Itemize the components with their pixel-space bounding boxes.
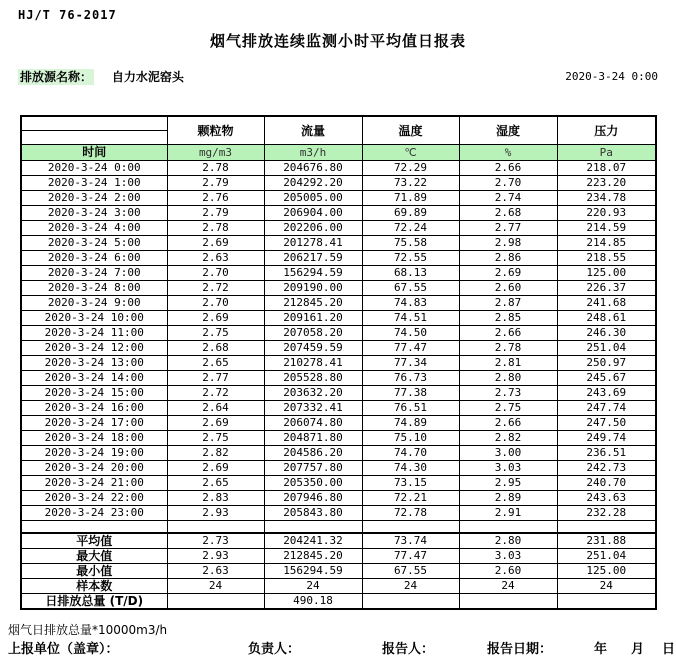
summary-value-cell: 156294.59	[264, 563, 362, 578]
value-cell: 206217.59	[264, 251, 362, 266]
value-cell: 234.78	[557, 191, 656, 206]
time-header-upper	[22, 117, 167, 131]
source-name-label: 排放源名称：	[20, 70, 93, 84]
table-row	[21, 176, 656, 191]
value-cell: 204292.20	[264, 176, 362, 191]
value-cell: 243.69	[557, 386, 656, 401]
summary-value-cell: 2.60	[459, 563, 557, 578]
source-name-value: 自力水泥窑头	[111, 70, 184, 84]
value-cell: 203632.20	[264, 386, 362, 401]
value-cell: 77.47	[362, 341, 459, 356]
value-cell: 71.89	[362, 191, 459, 206]
blank-separator-row	[21, 521, 656, 533]
value-cell: 2.69	[167, 311, 264, 326]
summary-label-cell: 平均值	[21, 533, 167, 549]
responsible-person-label: 负责人：	[248, 642, 301, 657]
summary-value-cell: 3.03	[459, 548, 557, 563]
value-cell: 74.30	[362, 461, 459, 476]
value-cell: 207757.80	[264, 461, 362, 476]
value-cell: 2.91	[459, 506, 557, 521]
unit-header-row	[21, 145, 656, 161]
summary-value-cell: 251.04	[557, 548, 656, 563]
data-rows	[21, 161, 656, 521]
value-cell: 2.72	[167, 281, 264, 296]
unit-humidity: %	[459, 145, 557, 161]
value-cell: 72.78	[362, 506, 459, 521]
value-cell: 240.70	[557, 476, 656, 491]
col-header-temperature: 温度	[362, 116, 459, 145]
report-date-label: 报告日期：	[487, 642, 553, 657]
page-title: 烟气排放连续监测小时平均值日报表	[209, 32, 466, 50]
time-cell: 2020-3-24 14:00	[21, 371, 167, 386]
value-cell: 3.03	[459, 461, 557, 476]
value-cell: 2.87	[459, 296, 557, 311]
value-cell: 2.81	[459, 356, 557, 371]
summary-value-cell: 2.73	[167, 533, 264, 549]
value-cell: 212845.20	[264, 296, 362, 311]
table-row	[21, 461, 656, 476]
time-cell: 2020-3-24 2:00	[21, 191, 167, 206]
value-cell: 75.58	[362, 236, 459, 251]
table-row	[21, 476, 656, 491]
value-cell: 2.85	[459, 311, 557, 326]
value-cell: 209190.00	[264, 281, 362, 296]
time-cell: 2020-3-24 17:00	[21, 416, 167, 431]
value-cell: 218.07	[557, 161, 656, 176]
value-cell: 2.66	[459, 416, 557, 431]
value-cell: 76.73	[362, 371, 459, 386]
time-cell: 2020-3-24 12:00	[21, 341, 167, 356]
table-row	[21, 506, 656, 521]
value-cell: 250.97	[557, 356, 656, 371]
value-cell: 2.77	[167, 371, 264, 386]
value-cell: 249.74	[557, 431, 656, 446]
value-cell: 72.55	[362, 251, 459, 266]
summary-value-cell: 490.18	[264, 593, 362, 609]
value-cell: 2.65	[167, 356, 264, 371]
time-column-label: 时间	[21, 145, 167, 161]
table-row	[21, 386, 656, 401]
value-cell: 223.20	[557, 176, 656, 191]
emission-total-note: 烟气日排放总量*10000m3/h	[8, 623, 168, 637]
year-label: 年	[594, 642, 608, 657]
time-cell: 2020-3-24 0:00	[21, 161, 167, 176]
value-cell: 2.68	[167, 341, 264, 356]
table-row	[21, 401, 656, 416]
summary-value-cell: 77.47	[362, 548, 459, 563]
time-cell: 2020-3-24 1:00	[21, 176, 167, 191]
value-cell: 2.70	[167, 266, 264, 281]
value-cell: 2.76	[167, 191, 264, 206]
separator-section	[21, 521, 656, 533]
value-cell: 207946.80	[264, 491, 362, 506]
value-cell: 204871.80	[264, 431, 362, 446]
table-row	[21, 206, 656, 221]
table-row	[21, 236, 656, 251]
value-cell: 125.00	[557, 266, 656, 281]
value-cell: 74.83	[362, 296, 459, 311]
table-row	[21, 281, 656, 296]
time-cell: 2020-3-24 3:00	[21, 206, 167, 221]
summary-rows	[21, 533, 656, 609]
table-row	[21, 191, 656, 206]
value-cell: 3.00	[459, 446, 557, 461]
report-unit-label: 上报单位（盖章）：	[8, 642, 119, 657]
summary-row	[21, 548, 656, 563]
header-rows	[21, 116, 656, 161]
summary-label-cell: 最小值	[21, 563, 167, 578]
table-row	[21, 371, 656, 386]
summary-value-cell: 67.55	[362, 563, 459, 578]
report-table	[20, 115, 657, 610]
value-cell: 207058.20	[264, 326, 362, 341]
value-cell: 2.78	[459, 341, 557, 356]
report-datetime: 2020-3-24 0:00	[565, 70, 658, 83]
blank-cell	[167, 521, 264, 533]
table-row	[21, 326, 656, 341]
time-cell: 2020-3-24 11:00	[21, 326, 167, 341]
value-cell: 2.82	[167, 446, 264, 461]
value-cell: 69.89	[362, 206, 459, 221]
value-cell: 2.93	[167, 506, 264, 521]
col-header-pressure: 压力	[557, 116, 656, 145]
summary-value-cell: 24	[264, 578, 362, 593]
value-cell: 202206.00	[264, 221, 362, 236]
value-cell: 2.69	[167, 461, 264, 476]
time-header-lower	[22, 131, 167, 144]
value-cell: 74.70	[362, 446, 459, 461]
value-cell: 232.28	[557, 506, 656, 521]
value-cell: 75.10	[362, 431, 459, 446]
summary-row	[21, 533, 656, 549]
value-cell: 73.22	[362, 176, 459, 191]
value-cell: 2.80	[459, 371, 557, 386]
table-row	[21, 311, 656, 326]
summary-value-cell	[362, 593, 459, 609]
value-cell: 73.15	[362, 476, 459, 491]
value-cell: 220.93	[557, 206, 656, 221]
value-cell: 206904.00	[264, 206, 362, 221]
summary-row	[21, 563, 656, 578]
signature-line	[0, 638, 676, 656]
value-cell: 246.30	[557, 326, 656, 341]
summary-value-cell: 125.00	[557, 563, 656, 578]
unit-temperature: ℃	[362, 145, 459, 161]
value-cell: 2.69	[167, 416, 264, 431]
table-row	[21, 161, 656, 176]
table-row	[21, 296, 656, 311]
table-row	[21, 251, 656, 266]
summary-value-cell: 212845.20	[264, 548, 362, 563]
value-cell: 214.85	[557, 236, 656, 251]
value-cell: 2.83	[167, 491, 264, 506]
value-cell: 68.13	[362, 266, 459, 281]
value-cell: 214.59	[557, 221, 656, 236]
value-cell: 77.38	[362, 386, 459, 401]
summary-label-cell: 样本数	[21, 578, 167, 593]
value-cell: 2.64	[167, 401, 264, 416]
summary-value-cell: 24	[362, 578, 459, 593]
summary-value-cell: 24	[167, 578, 264, 593]
value-cell: 77.34	[362, 356, 459, 371]
value-cell: 242.73	[557, 461, 656, 476]
unit-pressure: Pa	[557, 145, 656, 161]
value-cell: 72.29	[362, 161, 459, 176]
col-header-flow: 流量	[264, 116, 362, 145]
value-cell: 205528.80	[264, 371, 362, 386]
value-cell: 2.69	[167, 236, 264, 251]
value-cell: 2.82	[459, 431, 557, 446]
time-cell: 2020-3-24 10:00	[21, 311, 167, 326]
value-cell: 204676.80	[264, 161, 362, 176]
value-cell: 2.69	[459, 266, 557, 281]
value-cell: 72.24	[362, 221, 459, 236]
summary-value-cell: 24	[557, 578, 656, 593]
value-cell: 2.60	[459, 281, 557, 296]
summary-value-cell: 204241.32	[264, 533, 362, 549]
table-row	[21, 341, 656, 356]
value-cell: 2.78	[167, 161, 264, 176]
time-cell: 2020-3-24 6:00	[21, 251, 167, 266]
time-cell: 2020-3-24 5:00	[21, 236, 167, 251]
time-cell: 2020-3-24 13:00	[21, 356, 167, 371]
value-cell: 248.61	[557, 311, 656, 326]
value-cell: 2.74	[459, 191, 557, 206]
value-cell: 207459.59	[264, 341, 362, 356]
value-cell: 2.65	[167, 476, 264, 491]
value-cell: 2.77	[459, 221, 557, 236]
value-cell: 2.63	[167, 251, 264, 266]
time-cell: 2020-3-24 20:00	[21, 461, 167, 476]
value-cell: 209161.20	[264, 311, 362, 326]
value-cell: 2.70	[459, 176, 557, 191]
value-cell: 201278.41	[264, 236, 362, 251]
table-row	[21, 221, 656, 236]
value-cell: 2.86	[459, 251, 557, 266]
value-cell: 2.79	[167, 176, 264, 191]
value-cell: 204586.20	[264, 446, 362, 461]
value-cell: 2.75	[167, 326, 264, 341]
summary-value-cell: 2.80	[459, 533, 557, 549]
value-cell: 2.89	[459, 491, 557, 506]
time-cell: 2020-3-24 4:00	[21, 221, 167, 236]
time-cell: 2020-3-24 7:00	[21, 266, 167, 281]
table-row	[21, 356, 656, 371]
value-cell: 2.75	[167, 431, 264, 446]
summary-value-cell	[167, 593, 264, 609]
month-label: 月	[631, 642, 645, 657]
value-cell: 2.66	[459, 326, 557, 341]
value-cell: 2.66	[459, 161, 557, 176]
unit-flow: m3/h	[264, 145, 362, 161]
value-cell: 241.68	[557, 296, 656, 311]
value-cell: 245.67	[557, 371, 656, 386]
value-cell: 74.50	[362, 326, 459, 341]
summary-row	[21, 593, 656, 609]
value-cell: 74.89	[362, 416, 459, 431]
summary-value-cell: 24	[459, 578, 557, 593]
blank-cell	[362, 521, 459, 533]
unit-particulate: mg/m3	[167, 145, 264, 161]
value-cell: 205005.00	[264, 191, 362, 206]
value-cell: 210278.41	[264, 356, 362, 371]
reporter-label: 报告人：	[382, 642, 435, 657]
value-cell: 226.37	[557, 281, 656, 296]
day-label: 日	[662, 642, 676, 657]
summary-value-cell: 2.63	[167, 563, 264, 578]
summary-value-cell: 231.88	[557, 533, 656, 549]
time-header-split-cell	[21, 116, 167, 145]
summary-label-cell: 日排放总量 (T/D)	[21, 593, 167, 609]
summary-row	[21, 578, 656, 593]
value-cell: 2.79	[167, 206, 264, 221]
table-row	[21, 446, 656, 461]
value-cell: 207332.41	[264, 401, 362, 416]
value-cell: 2.98	[459, 236, 557, 251]
summary-value-cell: 73.74	[362, 533, 459, 549]
value-cell: 2.68	[459, 206, 557, 221]
col-header-humidity: 湿度	[459, 116, 557, 145]
blank-cell	[264, 521, 362, 533]
value-cell: 156294.59	[264, 266, 362, 281]
source-row	[18, 68, 658, 85]
value-cell: 2.72	[167, 386, 264, 401]
time-cell: 2020-3-24 15:00	[21, 386, 167, 401]
value-cell: 2.75	[459, 401, 557, 416]
table-row	[21, 491, 656, 506]
time-cell: 2020-3-24 22:00	[21, 491, 167, 506]
standard-number: HJ/T 76-2017	[18, 8, 117, 22]
summary-value-cell	[557, 593, 656, 609]
column-header-row	[21, 116, 656, 145]
table-row	[21, 416, 656, 431]
blank-cell	[459, 521, 557, 533]
col-header-particulate: 颗粒物	[167, 116, 264, 145]
value-cell: 205350.00	[264, 476, 362, 491]
time-cell: 2020-3-24 9:00	[21, 296, 167, 311]
value-cell: 2.73	[459, 386, 557, 401]
time-cell: 2020-3-24 8:00	[21, 281, 167, 296]
time-cell: 2020-3-24 18:00	[21, 431, 167, 446]
value-cell: 247.74	[557, 401, 656, 416]
summary-value-cell: 2.93	[167, 548, 264, 563]
value-cell: 2.95	[459, 476, 557, 491]
summary-label-cell: 最大值	[21, 548, 167, 563]
time-cell: 2020-3-24 21:00	[21, 476, 167, 491]
value-cell: 67.55	[362, 281, 459, 296]
value-cell: 74.51	[362, 311, 459, 326]
value-cell: 247.50	[557, 416, 656, 431]
value-cell: 206074.80	[264, 416, 362, 431]
time-cell: 2020-3-24 23:00	[21, 506, 167, 521]
value-cell: 2.78	[167, 221, 264, 236]
value-cell: 76.51	[362, 401, 459, 416]
value-cell: 243.63	[557, 491, 656, 506]
value-cell: 236.51	[557, 446, 656, 461]
summary-value-cell	[459, 593, 557, 609]
blank-cell	[557, 521, 656, 533]
value-cell: 251.04	[557, 341, 656, 356]
value-cell: 218.55	[557, 251, 656, 266]
table-row	[21, 431, 656, 446]
time-cell: 2020-3-24 19:00	[21, 446, 167, 461]
table-row	[21, 266, 656, 281]
blank-cell	[21, 521, 167, 533]
value-cell: 72.21	[362, 491, 459, 506]
value-cell: 205843.80	[264, 506, 362, 521]
time-cell: 2020-3-24 16:00	[21, 401, 167, 416]
value-cell: 2.70	[167, 296, 264, 311]
